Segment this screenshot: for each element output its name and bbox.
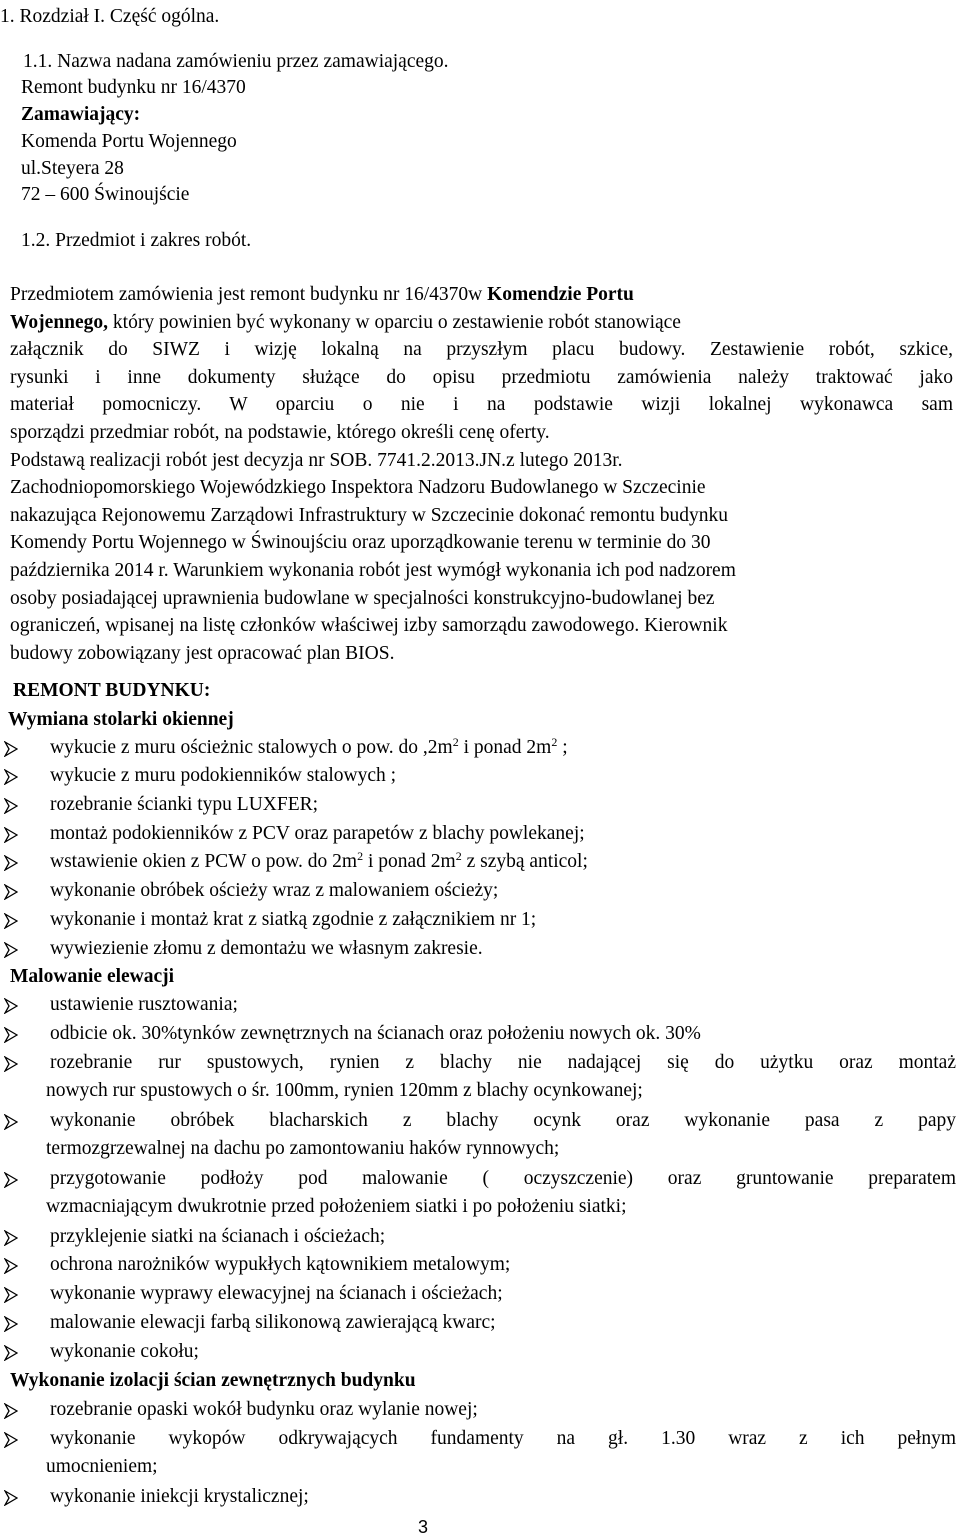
list-item-continuation: umocnieniem; bbox=[46, 1456, 158, 1477]
arrow-bullet-icon bbox=[4, 1056, 18, 1072]
paragraph-line bbox=[10, 338, 953, 362]
list-item bbox=[50, 1282, 503, 1306]
list-item bbox=[50, 1398, 478, 1422]
paragraph-line bbox=[10, 614, 727, 638]
arrow-bullet-icon bbox=[4, 913, 18, 929]
section-1-1-title: 1.1. Nazwa nadana zamówieniu przez zamawiającego. bbox=[23, 51, 449, 72]
list-item-text: ustawienie rusztowania; bbox=[50, 994, 238, 1015]
paragraph-line bbox=[10, 393, 953, 417]
paragraph-text: materiał pomocniczy. W oparciu o nie i na podstawie wizji lokalnej wykonawca sam bbox=[10, 394, 953, 416]
list-item-text: rozebranie opaski wokół budynku oraz wylanie nowej; bbox=[50, 1399, 478, 1420]
list-item-text: wykonanie obróbek blacharskich z blachy ocynk oraz wykonanie pasa z papy bbox=[50, 1110, 956, 1131]
paragraph-line bbox=[10, 421, 550, 445]
arrow-bullet-icon bbox=[4, 1490, 18, 1506]
list-item-text: wykonanie wykopów odkrywających fundamenty na gł. 1.30 wraz z ich pełnym bbox=[50, 1428, 956, 1449]
paragraph-text: osoby posiadającej uprawnienia budowlane w specjalności konstrukcyjno-budowlanej bez bbox=[10, 587, 715, 609]
list-item bbox=[50, 908, 536, 932]
arrow-bullet-icon bbox=[4, 855, 18, 871]
ordering-party-label: Zamawiający: bbox=[21, 104, 141, 125]
list-item-continuation: nowych rur spustowych o śr. 100mm, rynien 120mm z blachy ocynkowanej; bbox=[46, 1080, 643, 1101]
arrow-bullet-icon bbox=[4, 741, 18, 757]
list-item-text: ochrona narożników wypukłych kątownikiem metalowym; bbox=[50, 1254, 511, 1275]
paragraph-text: załącznik do SIWZ i wizję lokalną na przyszłym placu budowy. Zestawienie robót, szkice, bbox=[10, 339, 953, 361]
arrow-bullet-icon bbox=[4, 942, 18, 958]
group-title: Wymiana stolarki okiennej bbox=[8, 709, 234, 730]
section-1-2-title: 1.2. Przedmiot i zakres robót. bbox=[21, 230, 252, 251]
list-item-continuation: wzmacniającym dwukrotnie przed położeniem siatki i po położeniu siatki; bbox=[46, 1196, 627, 1217]
list-item-continuation: termozgrzewalnej na dachu po zamontowaniu haków rynnowych; bbox=[46, 1138, 560, 1159]
list-item bbox=[50, 1253, 510, 1277]
paragraph-text: ograniczeń, wpisanej na listę członków właściwej izby samorządu zawodowego. Kierownik bbox=[10, 615, 728, 637]
list-item bbox=[50, 879, 498, 903]
arrow-bullet-icon bbox=[4, 1172, 18, 1188]
arrow-bullet-icon bbox=[4, 827, 18, 843]
arrow-bullet-icon bbox=[4, 769, 18, 785]
superscript: 2 bbox=[357, 849, 364, 863]
bold-text: Wojennego, bbox=[10, 311, 109, 333]
list-item bbox=[50, 1051, 956, 1075]
group-title: Wykonanie izolacji ścian zewnętrznych budynku bbox=[10, 1370, 416, 1391]
address-line: ul.Steyera 28 bbox=[21, 158, 124, 179]
list-item-text: wykonanie obróbek ościeży wraz z malowaniem ościeży; bbox=[50, 880, 499, 901]
paragraph-text: budowy zobowiązany jest opracować plan BIOS. bbox=[10, 642, 395, 664]
arrow-bullet-icon bbox=[4, 1316, 18, 1332]
order-name: Remont budynku nr 16/4370 bbox=[21, 77, 246, 98]
paragraph-line bbox=[10, 642, 394, 666]
arrow-bullet-icon bbox=[4, 1403, 18, 1419]
list-item bbox=[50, 1167, 956, 1191]
arrow-bullet-icon bbox=[4, 998, 18, 1014]
bold-text: Komendzie Portu bbox=[487, 284, 634, 305]
paragraph-line bbox=[10, 311, 681, 335]
list-item bbox=[50, 793, 318, 817]
list-item-text: montaż podokienników z PCV oraz parapetów z blachy powlekanej; bbox=[50, 823, 585, 844]
list-item-text: wstawienie okien z PCW o pow. do 2m bbox=[50, 851, 358, 872]
paragraph-text: Podstawą realizacji robót jest decyzja nr SOB. 7741.2.2013.JN.z lutego 2013r. bbox=[10, 449, 623, 471]
paragraph-line bbox=[10, 559, 736, 583]
list-item-text: przygotowanie podłoży pod malowanie ( oczyszczenie) oraz gruntowanie preparatem bbox=[50, 1168, 956, 1189]
paragraph-line bbox=[10, 449, 623, 473]
paragraph-line bbox=[10, 366, 953, 390]
paragraph-line bbox=[10, 283, 634, 307]
list-item bbox=[50, 1109, 956, 1133]
page-number: 3 bbox=[418, 1517, 429, 1537]
list-item-text: z szybą anticol; bbox=[461, 851, 588, 872]
paragraph-text: października 2014 r. Warunkiem wykonania robót jest wymógł wykonania ich pod nadzorem bbox=[10, 560, 736, 581]
paragraph-line bbox=[10, 531, 710, 555]
paragraph-line bbox=[10, 504, 728, 528]
list-item bbox=[50, 764, 396, 788]
arrow-bullet-icon bbox=[4, 1114, 18, 1130]
paragraph-text: rysunki i inne dokumenty służące do opisu przedmiotu zamówienia należy traktować jako bbox=[10, 366, 953, 388]
list-item-text: wykucie z muru ościeżnic stalowych o pow. do ,2m bbox=[50, 737, 453, 758]
address-line: Komenda Portu Wojennego bbox=[21, 131, 237, 152]
list-item bbox=[50, 1340, 199, 1364]
list-item-text: malowanie elewacji farbą silikonową zawierającą kwarc; bbox=[50, 1312, 496, 1333]
list-item-text: i ponad 2m bbox=[458, 737, 552, 758]
list-item bbox=[50, 850, 588, 874]
arrow-bullet-icon bbox=[4, 884, 18, 900]
paragraph-text: Zachodniopomorskiego Wojewódzkiego Inspektora Nadzoru Budowlanego w Szczecinie bbox=[10, 477, 706, 499]
arrow-bullet-icon bbox=[4, 1287, 18, 1303]
list-item-text: wykonanie i montaż krat z siatką zgodnie z załącznikiem nr 1; bbox=[50, 909, 537, 930]
paragraph-text: Komendy Portu Wojennego w Świnoujściu oraz uporządkowanie terenu w terminie do 30 bbox=[10, 532, 711, 554]
arrow-bullet-icon bbox=[4, 1345, 18, 1361]
arrow-bullet-icon bbox=[4, 1258, 18, 1274]
list-item bbox=[50, 1427, 956, 1451]
list-item bbox=[50, 1022, 701, 1046]
list-item-text: odbicie ok. 30%tynków zewnętrznych na ścianach oraz położeniu nowych ok. 30% bbox=[50, 1023, 701, 1044]
paragraph-line bbox=[10, 587, 715, 611]
group-title: Malowanie elewacji bbox=[10, 966, 175, 987]
list-item bbox=[50, 822, 585, 846]
paragraph-text: nakazująca Rejonowemu Zarządowi Infrastruktury w Szczecinie dokonać remontu budynku bbox=[10, 504, 728, 526]
list-item-text: i ponad 2m bbox=[363, 851, 456, 872]
list-item-text: przyklejenie siatki na ścianach i ościeżach; bbox=[50, 1226, 386, 1247]
list-item-text: wykonanie cokołu; bbox=[50, 1341, 199, 1362]
paragraph-text: sporządzi przedmiar robót, na podstawie, którego określi cenę oferty. bbox=[10, 422, 550, 443]
paragraph-text: Przedmiotem zamówienia jest remont budynku nr 16/4370w bbox=[10, 284, 488, 305]
list-item-text: wykucie z muru podokienników stalowych ; bbox=[50, 765, 397, 786]
chapter-heading: 1. Rozdział I. Część ogólna. bbox=[0, 6, 220, 27]
superscript: 2 bbox=[455, 849, 462, 863]
superscript: 2 bbox=[551, 735, 558, 749]
list-item-text: wykonanie iniekcji krystalicznej; bbox=[50, 1486, 309, 1507]
remont-heading: REMONT BUDYNKU: bbox=[13, 680, 211, 701]
list-item bbox=[50, 736, 568, 760]
arrow-bullet-icon bbox=[4, 1230, 18, 1246]
list-item-text: wykonanie wyprawy elewacyjnej na ścianach i ościeżach; bbox=[50, 1283, 503, 1304]
list-item bbox=[50, 1225, 385, 1249]
list-item-text: ; bbox=[557, 737, 568, 758]
arrow-bullet-icon bbox=[4, 1027, 18, 1043]
list-item-text: rozebranie ścianki typu LUXFER; bbox=[50, 794, 319, 815]
list-item bbox=[50, 993, 238, 1017]
paragraph-text: który powinien być wykonany w oparciu o zestawienie robót stanowiące bbox=[108, 311, 681, 333]
superscript: 2 bbox=[452, 735, 459, 749]
list-item-text: rozebranie rur spustowych, rynien z blachy nie nadającej się do użytku oraz montaż bbox=[50, 1052, 956, 1073]
list-item bbox=[50, 937, 483, 961]
address-line: 72 – 600 Świnoujście bbox=[21, 184, 190, 205]
arrow-bullet-icon bbox=[4, 798, 18, 814]
list-item bbox=[50, 1311, 496, 1335]
list-item-text: wywiezienie złomu z demontażu we własnym zakresie. bbox=[50, 938, 483, 959]
paragraph-line bbox=[10, 476, 706, 500]
arrow-bullet-icon bbox=[4, 1432, 18, 1448]
list-item bbox=[50, 1485, 309, 1509]
